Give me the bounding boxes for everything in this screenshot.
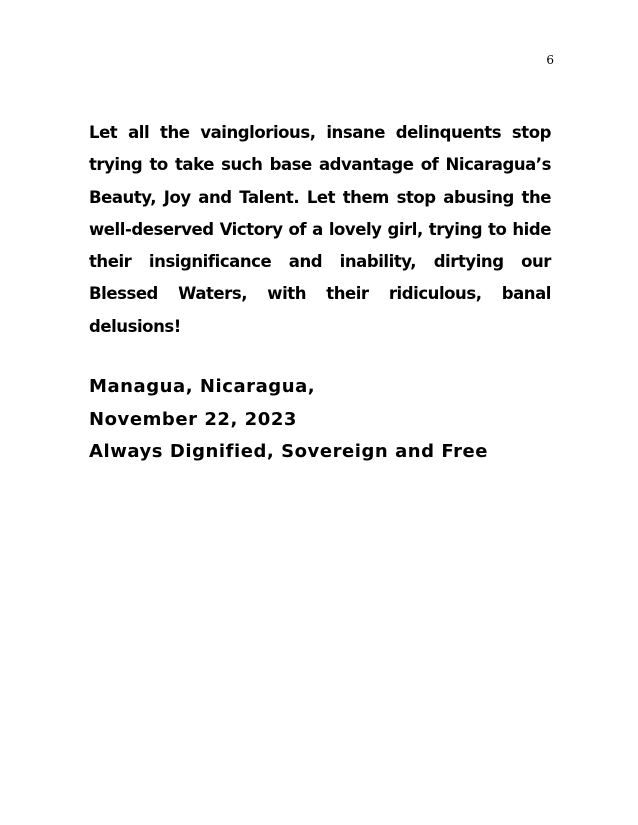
closing-motto: Always Dignified, Sovereign and Free — [89, 441, 489, 462]
closing-date: November 22, 2023 — [89, 408, 297, 430]
page-number: 6 — [546, 53, 554, 67]
closing-block — [89, 371, 559, 469]
body-paragraph: Let all the vainglorious, insane delinquents stop trying to take such base advantage of Nicaragua’s Beauty, Joy and Talent. Let them stop abusing the well-deserved Victory of a lovely girl, trying to hide their insignificance and inability, dirtying our Blessed Waters, with their ridiculous, banal delusions! — [89, 123, 551, 336]
closing-place: Managua, Nicaragua, — [89, 376, 316, 397]
